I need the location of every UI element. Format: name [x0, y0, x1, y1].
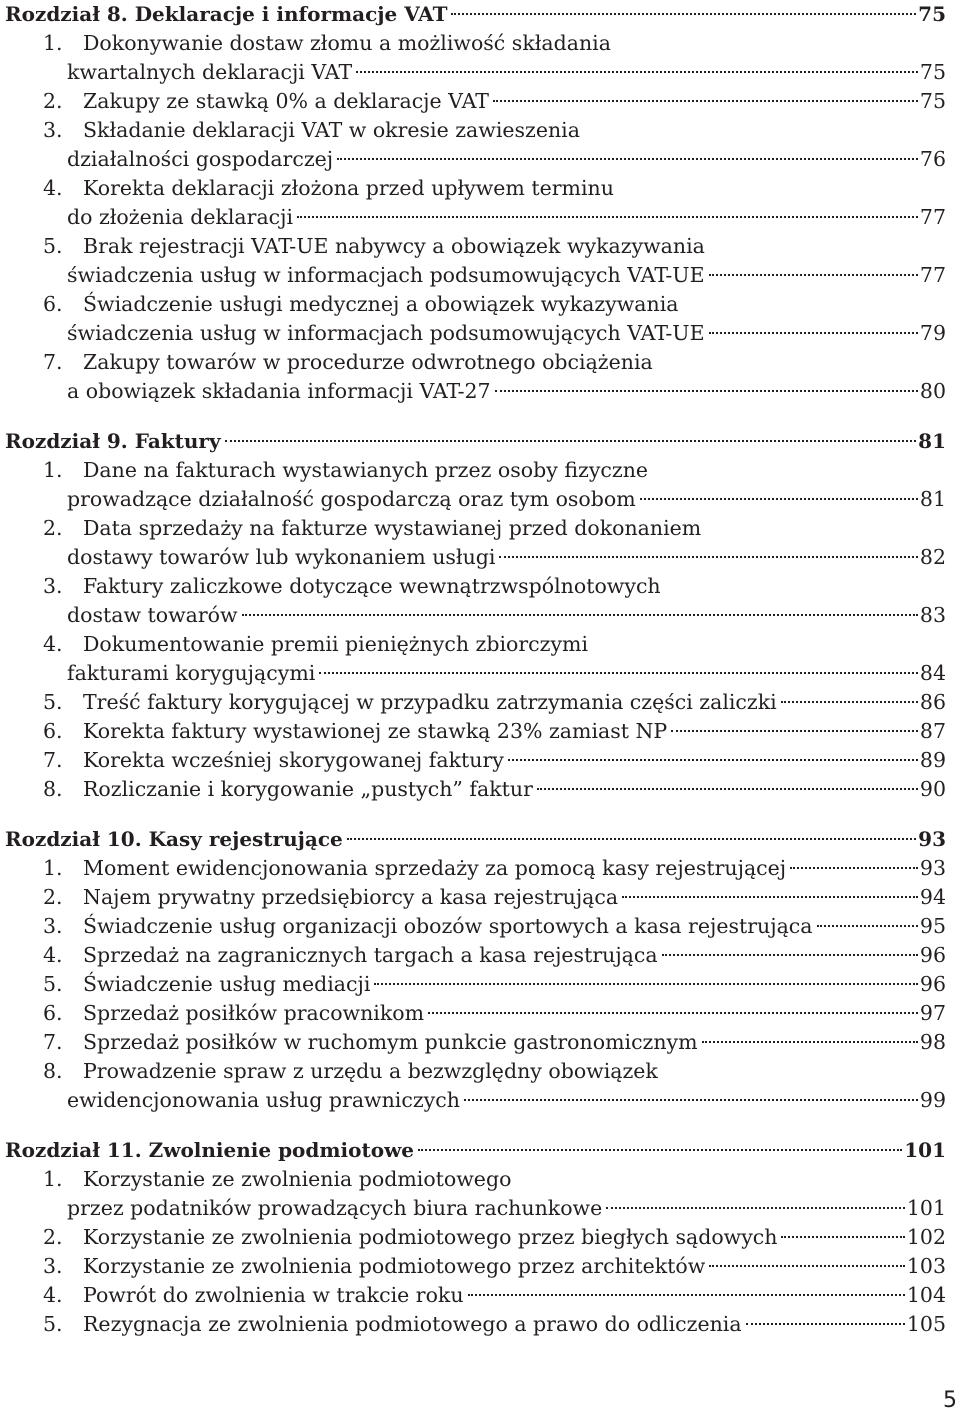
toc-entry-continuation [5, 203, 946, 232]
dot-leader [817, 925, 918, 927]
entry-title: Korzystanie ze zwolnienia podmiotowego [83, 1167, 512, 1191]
entry-page-number: 94 [919, 885, 946, 909]
entry-number: 3. [43, 914, 63, 938]
toc-entry-line [5, 717, 946, 746]
entry-page-number: 79 [919, 321, 946, 345]
dot-leader [508, 759, 918, 761]
toc-entry-line [5, 348, 946, 377]
dot-leader [464, 1099, 918, 1101]
entry-page-number: 75 [919, 60, 946, 84]
entry-number: 8. [43, 777, 63, 801]
entry-page-number: 76 [919, 147, 946, 171]
entry-page-number: 83 [919, 603, 946, 627]
dot-leader [702, 1041, 918, 1043]
toc-entry[interactable] [5, 854, 946, 883]
toc-entry-line [5, 58, 946, 87]
toc-entry-line [5, 1281, 946, 1310]
entry-number: 2. [43, 89, 63, 113]
toc-entry[interactable] [5, 232, 946, 261]
entry-title: świadczenia usług w informacjach podsumowujących VAT-UE [67, 321, 705, 345]
chapter-heading[interactable] [5, 825, 946, 854]
toc-entry-line [5, 941, 946, 970]
toc-entry-line [5, 87, 946, 116]
dot-leader [709, 1265, 905, 1267]
entry-title: Świadczenie usług mediacji [83, 972, 371, 996]
toc-entry-line [5, 456, 946, 485]
toc-entry[interactable] [5, 688, 946, 717]
dot-leader [319, 672, 918, 674]
dot-leader [790, 867, 918, 869]
toc-entry[interactable] [5, 999, 946, 1028]
entry-number: 5. [43, 234, 63, 258]
entry-title: działalności gospodarczej [67, 147, 334, 171]
toc-entry-continuation [5, 261, 946, 290]
entry-title: Faktury zaliczkowe dotyczące wewnątrzwspólnotowych [83, 574, 661, 598]
toc-entry-continuation [5, 145, 946, 174]
entry-number: 4. [43, 176, 63, 200]
toc-entry-continuation [5, 543, 946, 572]
chapter-page-number: 101 [904, 1138, 946, 1162]
entry-number: 5. [43, 1312, 63, 1336]
toc-entry-line [5, 174, 946, 203]
entry-title: Korzystanie ze zwolnienia podmiotowego przez architektów [83, 1254, 706, 1278]
entry-number: 1. [43, 1167, 63, 1191]
dot-leader [468, 1294, 905, 1296]
chapter-title: Rozdział 11. Zwolnienie podmiotowe [5, 1138, 415, 1162]
entry-title: Dokonywanie dostaw złomu a możliwość składania [83, 31, 611, 55]
dot-leader [662, 954, 918, 956]
entry-title: ewidencjonowania usług prawniczych [67, 1088, 460, 1112]
chapter-heading-line [5, 0, 946, 29]
toc-entry[interactable] [5, 883, 946, 912]
toc-entry[interactable] [5, 1223, 946, 1252]
dot-leader [493, 100, 918, 102]
dot-leader [709, 332, 918, 334]
entry-number: 1. [43, 856, 63, 880]
toc-entry-line [5, 1223, 946, 1252]
toc-entry[interactable] [5, 116, 946, 145]
toc-entry-line [5, 290, 946, 319]
toc-entry[interactable] [5, 174, 946, 203]
entry-page-number: 103 [906, 1254, 946, 1278]
toc-entry[interactable] [5, 456, 946, 485]
entry-page-number: 97 [919, 1001, 946, 1025]
entry-title: dostaw towarów [67, 603, 238, 627]
entry-number: 6. [43, 292, 63, 316]
toc-entry[interactable] [5, 348, 946, 377]
toc-entry[interactable] [5, 514, 946, 543]
toc-entry-line [5, 485, 946, 514]
entry-page-number: 89 [919, 748, 946, 772]
entry-number: 6. [43, 1001, 63, 1025]
toc-entry[interactable] [5, 775, 946, 804]
dot-leader [781, 701, 918, 703]
entry-title: prowadzące działalność gospodarczą oraz tym osobom [67, 487, 636, 511]
dot-leader [451, 13, 916, 15]
dot-leader [428, 1012, 918, 1014]
toc-entry-line [5, 912, 946, 941]
dot-leader [606, 1207, 905, 1209]
chapter-page-number: 75 [918, 2, 946, 26]
entry-page-number: 96 [919, 943, 946, 967]
entry-title: przez podatników prowadzących biura rachunkowe [67, 1196, 603, 1220]
chapter-section [5, 427, 946, 804]
toc-entry-line [5, 203, 946, 232]
toc-entry-continuation [5, 377, 946, 406]
entry-title: Korekta faktury wystawionej ze stawką 23% zamiast NP [83, 719, 668, 743]
toc-entry-line [5, 688, 946, 717]
toc-entry-continuation [5, 319, 946, 348]
toc-entry-line [5, 1057, 946, 1086]
entry-page-number: 77 [919, 205, 946, 229]
entry-page-number: 77 [919, 263, 946, 287]
entry-number: 2. [43, 516, 63, 540]
entry-title: Dokumentowanie premii pieniężnych zbiorczymi [83, 632, 589, 656]
chapter-section [5, 0, 946, 406]
toc-entry-continuation [5, 1194, 946, 1223]
entry-page-number: 93 [919, 856, 946, 880]
entry-page-number: 98 [919, 1030, 946, 1054]
entry-page-number: 96 [919, 972, 946, 996]
chapter-heading[interactable] [5, 1136, 946, 1165]
entry-title: Rozliczanie i korygowanie „pustych” faktur [83, 777, 533, 801]
toc-entry-line [5, 970, 946, 999]
entry-number: 1. [43, 31, 63, 55]
entry-number: 8. [43, 1059, 63, 1083]
chapter-title: Rozdział 9. Faktury [5, 429, 221, 453]
entry-title: fakturami korygującymi [67, 661, 316, 685]
toc-entry-line [5, 29, 946, 58]
toc-entry-continuation [5, 1086, 946, 1115]
toc-entry-continuation [5, 485, 946, 514]
toc-entry-line [5, 572, 946, 601]
entry-number: 3. [43, 574, 63, 598]
chapter-title: Rozdział 10. Kasy rejestrujące [5, 827, 343, 851]
toc-entry[interactable] [5, 1028, 946, 1057]
entry-page-number: 90 [919, 777, 946, 801]
table-of-contents [5, 0, 946, 1360]
toc-entry-line [5, 999, 946, 1028]
entry-page-number: 105 [906, 1312, 946, 1336]
toc-entry[interactable] [5, 746, 946, 775]
toc-entry-line [5, 1165, 946, 1194]
toc-entry[interactable] [5, 630, 946, 659]
chapter-page-number: 81 [918, 429, 946, 453]
toc-entry-line [5, 116, 946, 145]
entry-title: Moment ewidencjonowania sprzedaży za pomocą kasy rejestrującej [83, 856, 787, 880]
toc-entry[interactable] [5, 1252, 946, 1281]
chapter-heading[interactable] [5, 0, 946, 29]
entry-title: Prowadzenie spraw z urzędu a bezwzględny obowiązek [83, 1059, 658, 1083]
entry-page-number: 99 [919, 1088, 946, 1112]
entry-page-number: 101 [906, 1196, 946, 1220]
entry-title: a obowiązek składania informacji VAT-27 [67, 379, 491, 403]
chapter-title: Rozdział 8. Deklaracje i informacje VAT [5, 2, 448, 26]
toc-entry-continuation [5, 659, 946, 688]
entry-page-number: 102 [906, 1225, 946, 1249]
toc-entry[interactable] [5, 290, 946, 319]
toc-entry-continuation [5, 58, 946, 87]
toc-entry-line [5, 377, 946, 406]
dot-leader [709, 274, 918, 276]
chapter-heading-line [5, 825, 946, 854]
entry-number: 4. [43, 943, 63, 967]
entry-page-number: 86 [919, 690, 946, 714]
toc-entry[interactable] [5, 87, 946, 116]
toc-entry-line [5, 1194, 946, 1223]
entry-title: świadczenia usług w informacjach podsumowujących VAT-UE [67, 263, 705, 287]
entry-page-number: 87 [919, 719, 946, 743]
toc-entry-line [5, 630, 946, 659]
toc-entry[interactable] [5, 1165, 946, 1194]
toc-entry-line [5, 232, 946, 261]
entry-title: Dane na fakturach wystawianych przez osoby fizyczne [83, 458, 649, 482]
entry-page-number: 82 [919, 545, 946, 569]
entry-number: 3. [43, 1254, 63, 1278]
dot-leader [495, 390, 918, 392]
dot-leader [781, 1236, 904, 1238]
entry-number: 6. [43, 719, 63, 743]
toc-entry-line [5, 261, 946, 290]
entry-number: 1. [43, 458, 63, 482]
toc-entry[interactable] [5, 970, 946, 999]
toc-entry-line [5, 1252, 946, 1281]
entry-title: Świadczenie usługi medycznej a obowiązek wykazywania [83, 292, 679, 316]
entry-number: 2. [43, 885, 63, 909]
entry-number: 4. [43, 632, 63, 656]
entry-number: 3. [43, 118, 63, 142]
toc-entry[interactable] [5, 912, 946, 941]
toc-entry-line [5, 514, 946, 543]
entry-number: 7. [43, 350, 63, 374]
entry-title: Sprzedaż posiłków pracownikom [83, 1001, 425, 1025]
dot-leader [347, 838, 916, 840]
toc-entry-line [5, 319, 946, 348]
dot-leader [374, 983, 918, 985]
entry-title: Korekta deklaracji złożona przed upływem terminu [83, 176, 614, 200]
entry-number: 7. [43, 748, 63, 772]
dot-leader [671, 730, 918, 732]
dot-leader [297, 216, 918, 218]
entry-title: Składanie deklaracji VAT w okresie zawieszenia [83, 118, 580, 142]
entry-number: 7. [43, 1030, 63, 1054]
toc-entry[interactable] [5, 29, 946, 58]
dot-leader [418, 1149, 902, 1151]
dot-leader [225, 440, 917, 442]
entry-title: Sprzedaż posiłków w ruchomym punkcie gastronomicznym [83, 1030, 698, 1054]
entry-title: Zakupy ze stawką 0% a deklaracje VAT [83, 89, 489, 113]
toc-entry-line [5, 1086, 946, 1115]
dot-leader [337, 158, 918, 160]
entry-number: 4. [43, 1283, 63, 1307]
entry-page-number: 84 [919, 661, 946, 685]
toc-entry[interactable] [5, 572, 946, 601]
entry-title: Rezygnacja ze zwolnienia podmiotowego a prawo do odliczenia [83, 1312, 742, 1336]
toc-entry-continuation [5, 601, 946, 630]
toc-entry-line [5, 746, 946, 775]
dot-leader [537, 788, 918, 790]
entry-title: Powrót do zwolnienia w trakcie roku [83, 1283, 464, 1307]
dot-leader [242, 614, 918, 616]
dot-leader [622, 896, 918, 898]
toc-entry[interactable] [5, 1057, 946, 1086]
dot-leader [640, 498, 918, 500]
dot-leader [356, 71, 918, 73]
chapter-heading-line [5, 427, 946, 456]
entry-title: Najem prywatny przedsiębiorcy a kasa rejestrująca [83, 885, 619, 909]
entry-title: Zakupy towarów w procedurze odwrotnego obciążenia [83, 350, 653, 374]
toc-entry-line [5, 775, 946, 804]
toc-entry[interactable] [5, 1310, 946, 1339]
entry-title: kwartalnych deklaracji VAT [67, 60, 353, 84]
entry-page-number: 104 [906, 1283, 946, 1307]
entry-title: do złożenia deklaracji [67, 205, 294, 229]
dot-leader [746, 1323, 905, 1325]
toc-entry-line [5, 543, 946, 572]
entry-page-number: 80 [919, 379, 946, 403]
entry-title: Korzystanie ze zwolnienia podmiotowego przez biegłych sądowych [83, 1225, 778, 1249]
entry-title: Świadczenie usług organizacji obozów sportowych a kasa rejestrująca [83, 914, 813, 938]
chapter-section [5, 1136, 946, 1339]
toc-entry-line [5, 854, 946, 883]
entry-title: Data sprzedaży na fakturze wystawianej przed dokonaniem [83, 516, 702, 540]
toc-entry-line [5, 601, 946, 630]
entry-title: Sprzedaż na zagranicznych targach a kasa rejestrująca [83, 943, 658, 967]
entry-page-number: 75 [919, 89, 946, 113]
page-number: 5 [943, 1388, 957, 1413]
chapter-heading-line [5, 1136, 946, 1165]
chapter-heading[interactable] [5, 427, 946, 456]
chapter-section [5, 825, 946, 1115]
toc-entry-line [5, 659, 946, 688]
toc-entry[interactable] [5, 1281, 946, 1310]
toc-entry[interactable] [5, 941, 946, 970]
entry-title: dostawy towarów lub wykonaniem usługi [67, 545, 496, 569]
entry-number: 2. [43, 1225, 63, 1249]
entry-title: Brak rejestracji VAT-UE nabywcy a obowiązek wykazywania [83, 234, 705, 258]
entry-title: Treść faktury korygującej w przypadku zatrzymania części zaliczki [83, 690, 777, 714]
toc-entry[interactable] [5, 717, 946, 746]
entry-number: 5. [43, 690, 63, 714]
entry-number: 5. [43, 972, 63, 996]
entry-page-number: 81 [919, 487, 946, 511]
entry-page-number: 95 [919, 914, 946, 938]
toc-entry-line [5, 1028, 946, 1057]
dot-leader [499, 556, 917, 558]
toc-entry-line [5, 883, 946, 912]
toc-entry-line [5, 1310, 946, 1339]
toc-entry-line [5, 145, 946, 174]
entry-title: Korekta wcześniej skorygowanej faktury [83, 748, 504, 772]
chapter-page-number: 93 [918, 827, 946, 851]
